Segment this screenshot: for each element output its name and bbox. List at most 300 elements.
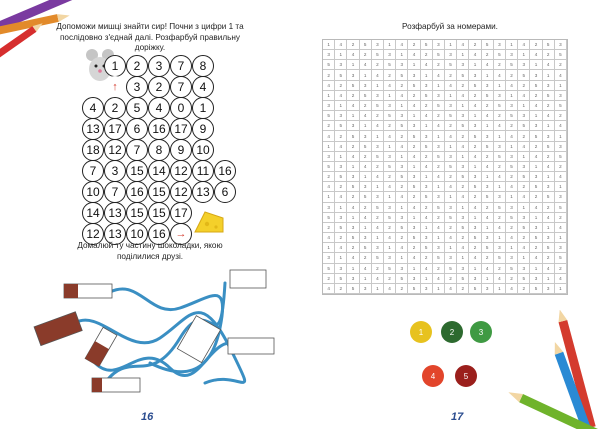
maze-cell[interactable]: 1 — [104, 55, 126, 77]
maze-cell[interactable]: 16 — [148, 118, 170, 140]
grid-cell[interactable]: 5 — [421, 40, 433, 50]
grid-cell[interactable]: 3 — [518, 60, 530, 70]
grid-cell[interactable]: 3 — [469, 172, 481, 182]
maze-cell[interactable]: 9 — [170, 139, 192, 161]
grid-cell[interactable]: 4 — [421, 111, 433, 121]
grid-cell[interactable]: 5 — [433, 50, 445, 60]
grid-cell[interactable]: 3 — [384, 50, 396, 60]
grid-cell[interactable]: 2 — [457, 284, 469, 294]
grid-cell[interactable]: 5 — [335, 70, 347, 80]
maze-cell[interactable]: 17 — [104, 118, 126, 140]
grid-cell[interactable]: 1 — [506, 142, 518, 152]
grid-cell[interactable]: 5 — [506, 264, 518, 274]
grid-cell[interactable]: 2 — [530, 243, 542, 253]
grid-cell[interactable]: 5 — [555, 50, 567, 60]
grid-cell[interactable]: 3 — [335, 111, 347, 121]
grid-cell[interactable]: 5 — [347, 233, 359, 243]
grid-cell[interactable]: 5 — [555, 101, 567, 111]
grid-cell[interactable]: 4 — [457, 192, 469, 202]
grid-cell[interactable]: 1 — [457, 50, 469, 60]
grid-cell[interactable]: 5 — [482, 40, 494, 50]
grid-cell[interactable]: 4 — [421, 264, 433, 274]
grid-cell[interactable]: 4 — [433, 223, 445, 233]
grid-cell[interactable]: 5 — [335, 274, 347, 284]
grid-cell[interactable]: 1 — [457, 101, 469, 111]
grid-cell[interactable]: 2 — [408, 91, 420, 101]
grid-cell[interactable]: 3 — [543, 182, 555, 192]
grid-cell[interactable]: 3 — [421, 182, 433, 192]
grid-cell[interactable]: 4 — [360, 162, 372, 172]
grid-cell[interactable]: 5 — [457, 70, 469, 80]
grid-cell[interactable]: 2 — [323, 121, 335, 131]
grid-cell[interactable]: 1 — [360, 223, 372, 233]
grid-cell[interactable]: 2 — [421, 253, 433, 263]
grid-cell[interactable]: 1 — [518, 152, 530, 162]
grid-cell[interactable]: 4 — [543, 60, 555, 70]
grid-cell[interactable]: 2 — [445, 172, 457, 182]
grid-cell[interactable]: 2 — [372, 162, 384, 172]
grid-cell[interactable]: 3 — [518, 213, 530, 223]
grid-cell[interactable]: 5 — [372, 253, 384, 263]
grid-cell[interactable]: 2 — [335, 233, 347, 243]
grid-cell[interactable]: 2 — [555, 111, 567, 121]
grid-cell[interactable]: 1 — [518, 50, 530, 60]
grid-cell[interactable]: 1 — [408, 60, 420, 70]
grid-cell[interactable]: 5 — [506, 111, 518, 121]
grid-cell[interactable]: 4 — [433, 70, 445, 80]
maze-cell[interactable]: 13 — [192, 181, 214, 203]
grid-cell[interactable]: 2 — [347, 91, 359, 101]
grid-cell[interactable]: 4 — [469, 50, 481, 60]
maze-cell[interactable]: 7 — [126, 139, 148, 161]
grid-cell[interactable]: 1 — [518, 203, 530, 213]
grid-cell[interactable]: 2 — [469, 192, 481, 202]
grid-cell[interactable]: 5 — [457, 223, 469, 233]
grid-cell[interactable]: 2 — [543, 101, 555, 111]
grid-cell[interactable]: 3 — [530, 223, 542, 233]
grid-cell[interactable]: 2 — [457, 182, 469, 192]
grid-cell[interactable]: 5 — [518, 223, 530, 233]
grid-cell[interactable]: 4 — [372, 70, 384, 80]
grid-cell[interactable]: 4 — [347, 203, 359, 213]
grid-cell[interactable]: 2 — [482, 253, 494, 263]
grid-cell[interactable]: 1 — [506, 40, 518, 50]
grid-cell[interactable]: 1 — [555, 233, 567, 243]
grid-cell[interactable]: 1 — [469, 213, 481, 223]
grid-cell[interactable]: 4 — [408, 50, 420, 60]
grid-cell[interactable]: 2 — [457, 81, 469, 91]
grid-cell[interactable]: 4 — [530, 50, 542, 60]
grid-cell[interactable]: 1 — [408, 162, 420, 172]
grid-cell[interactable]: 4 — [494, 274, 506, 284]
grid-cell[interactable]: 4 — [555, 274, 567, 284]
grid-cell[interactable]: 1 — [555, 81, 567, 91]
grid-cell[interactable]: 2 — [408, 192, 420, 202]
grid-cell[interactable]: 4 — [543, 111, 555, 121]
maze-cell[interactable]: 15 — [148, 181, 170, 203]
grid-cell[interactable]: 5 — [506, 213, 518, 223]
grid-cell[interactable]: 5 — [433, 152, 445, 162]
grid-cell[interactable]: 5 — [408, 131, 420, 141]
grid-cell[interactable]: 2 — [494, 162, 506, 172]
grid-cell[interactable]: 2 — [372, 213, 384, 223]
grid-cell[interactable]: 3 — [469, 223, 481, 233]
grid-cell[interactable]: 1 — [335, 253, 347, 263]
grid-cell[interactable]: 5 — [323, 60, 335, 70]
maze-cell[interactable]: 17 — [170, 202, 192, 224]
grid-cell[interactable]: 3 — [347, 172, 359, 182]
grid-cell[interactable]: 5 — [408, 233, 420, 243]
grid-cell[interactable]: 3 — [494, 40, 506, 50]
grid-cell[interactable]: 4 — [384, 131, 396, 141]
grid-cell[interactable]: 3 — [433, 91, 445, 101]
grid-cell[interactable]: 2 — [335, 284, 347, 294]
grid-cell[interactable]: 3 — [360, 182, 372, 192]
grid-cell[interactable]: 1 — [335, 152, 347, 162]
grid-cell[interactable]: 4 — [396, 142, 408, 152]
grid-cell[interactable]: 5 — [494, 253, 506, 263]
grid-cell[interactable]: 4 — [421, 60, 433, 70]
grid-cell[interactable]: 5 — [494, 50, 506, 60]
grid-cell[interactable]: 3 — [323, 50, 335, 60]
grid-cell[interactable]: 1 — [518, 101, 530, 111]
grid-cell[interactable]: 1 — [469, 162, 481, 172]
grid-cell[interactable]: 5 — [543, 243, 555, 253]
grid-cell[interactable]: 5 — [555, 253, 567, 263]
grid-cell[interactable]: 3 — [347, 223, 359, 233]
grid-cell[interactable]: 3 — [494, 192, 506, 202]
grid-cell[interactable]: 2 — [360, 50, 372, 60]
grid-cell[interactable]: 3 — [543, 233, 555, 243]
maze-cell[interactable]: 17 — [170, 118, 192, 140]
grid-cell[interactable]: 4 — [384, 284, 396, 294]
grid-cell[interactable]: 2 — [494, 213, 506, 223]
grid-cell[interactable]: 4 — [457, 40, 469, 50]
grid-cell[interactable]: 4 — [360, 213, 372, 223]
grid-cell[interactable]: 3 — [445, 50, 457, 60]
grid-cell[interactable]: 4 — [445, 131, 457, 141]
grid-cell[interactable]: 1 — [506, 91, 518, 101]
grid-cell[interactable]: 1 — [506, 243, 518, 253]
grid-cell[interactable]: 5 — [530, 81, 542, 91]
maze-cell[interactable]: 10 — [192, 139, 214, 161]
grid-cell[interactable]: 1 — [494, 233, 506, 243]
grid-cell[interactable]: 3 — [408, 172, 420, 182]
grid-cell[interactable]: 1 — [372, 182, 384, 192]
grid-cell[interactable]: 2 — [482, 101, 494, 111]
grid-cell[interactable]: 3 — [482, 81, 494, 91]
grid-cell[interactable]: 4 — [323, 284, 335, 294]
grid-cell[interactable]: 5 — [347, 131, 359, 141]
grid-cell[interactable]: 1 — [457, 152, 469, 162]
grid-cell[interactable]: 4 — [372, 121, 384, 131]
grid-cell[interactable]: 4 — [445, 233, 457, 243]
grid-cell[interactable]: 5 — [445, 264, 457, 274]
grid-cell[interactable]: 3 — [543, 284, 555, 294]
maze-cell[interactable]: 7 — [82, 160, 104, 182]
grid-cell[interactable]: 2 — [543, 253, 555, 263]
grid-cell[interactable]: 2 — [445, 121, 457, 131]
grid-cell[interactable]: 3 — [445, 203, 457, 213]
grid-cell[interactable]: 3 — [408, 223, 420, 233]
grid-cell[interactable]: 4 — [506, 233, 518, 243]
grid-cell[interactable]: 2 — [335, 182, 347, 192]
grid-cell[interactable]: 1 — [372, 284, 384, 294]
grid-cell[interactable]: 3 — [482, 284, 494, 294]
grid-cell[interactable]: 3 — [347, 70, 359, 80]
grid-cell[interactable]: 3 — [555, 192, 567, 202]
grid-cell[interactable]: 3 — [457, 111, 469, 121]
grid-cell[interactable]: 3 — [518, 162, 530, 172]
grid-cell[interactable]: 3 — [323, 203, 335, 213]
grid-cell[interactable]: 2 — [518, 182, 530, 192]
grid-cell[interactable]: 2 — [555, 162, 567, 172]
grid-cell[interactable]: 5 — [360, 40, 372, 50]
grid-cell[interactable]: 4 — [372, 172, 384, 182]
grid-cell[interactable]: 2 — [421, 50, 433, 60]
grid-cell[interactable]: 2 — [506, 172, 518, 182]
grid-cell[interactable]: 3 — [408, 274, 420, 284]
grid-cell[interactable]: 1 — [530, 162, 542, 172]
grid-cell[interactable]: 5 — [518, 172, 530, 182]
grid-cell[interactable]: 1 — [543, 274, 555, 284]
grid-cell[interactable]: 1 — [335, 203, 347, 213]
grid-cell[interactable]: 4 — [506, 284, 518, 294]
grid-cell[interactable]: 2 — [384, 70, 396, 80]
grid-cell[interactable]: 1 — [421, 223, 433, 233]
grid-cell[interactable]: 3 — [335, 162, 347, 172]
grid-cell[interactable]: 3 — [372, 142, 384, 152]
grid-cell[interactable]: 4 — [408, 101, 420, 111]
grid-cell[interactable]: 5 — [360, 91, 372, 101]
grid-cell[interactable]: 5 — [421, 243, 433, 253]
grid-cell[interactable]: 2 — [530, 91, 542, 101]
grid-cell[interactable]: 2 — [421, 152, 433, 162]
grid-cell[interactable]: 1 — [555, 182, 567, 192]
grid-cell[interactable]: 5 — [482, 142, 494, 152]
grid-cell[interactable]: 5 — [335, 172, 347, 182]
grid-cell[interactable]: 1 — [506, 192, 518, 202]
grid-cell[interactable]: 1 — [372, 233, 384, 243]
maze-cell[interactable]: 16 — [126, 181, 148, 203]
grid-cell[interactable]: 3 — [335, 264, 347, 274]
grid-cell[interactable]: 5 — [445, 111, 457, 121]
grid-cell[interactable]: 5 — [543, 91, 555, 101]
maze-cell[interactable]: 8 — [148, 139, 170, 161]
grid-cell[interactable]: 3 — [360, 233, 372, 243]
grid-cell[interactable]: 4 — [518, 142, 530, 152]
grid-cell[interactable]: 1 — [323, 142, 335, 152]
grid-cell[interactable]: 3 — [506, 50, 518, 60]
grid-cell[interactable]: 5 — [408, 182, 420, 192]
grid-cell[interactable]: 3 — [347, 274, 359, 284]
grid-cell[interactable]: 1 — [396, 101, 408, 111]
grid-cell[interactable]: 2 — [396, 131, 408, 141]
grid-cell[interactable]: 4 — [469, 253, 481, 263]
grid-cell[interactable]: 5 — [323, 111, 335, 121]
grid-cell[interactable]: 5 — [396, 223, 408, 233]
maze-cell[interactable]: 7 — [104, 181, 126, 203]
grid-cell[interactable]: 2 — [518, 284, 530, 294]
grid-cell[interactable]: 3 — [360, 81, 372, 91]
grid-cell[interactable]: 5 — [360, 192, 372, 202]
grid-cell[interactable]: 2 — [482, 50, 494, 60]
grid-cell[interactable]: 4 — [347, 101, 359, 111]
grid-cell[interactable]: 1 — [494, 81, 506, 91]
grid-cell[interactable]: 4 — [469, 203, 481, 213]
grid-cell[interactable]: 3 — [457, 162, 469, 172]
grid-cell[interactable]: 2 — [506, 70, 518, 80]
grid-cell[interactable]: 3 — [421, 131, 433, 141]
grid-cell[interactable]: 2 — [543, 50, 555, 60]
grid-cell[interactable]: 5 — [518, 70, 530, 80]
maze-cell[interactable]: 12 — [82, 223, 104, 245]
grid-cell[interactable]: 2 — [360, 101, 372, 111]
grid-cell[interactable]: 5 — [482, 192, 494, 202]
grid-cell[interactable]: 1 — [482, 172, 494, 182]
grid-cell[interactable]: 1 — [457, 253, 469, 263]
maze-cell[interactable]: 10 — [82, 181, 104, 203]
grid-cell[interactable]: 5 — [445, 162, 457, 172]
grid-cell[interactable]: 3 — [445, 152, 457, 162]
grid-cell[interactable]: 2 — [372, 264, 384, 274]
grid-cell[interactable]: 3 — [518, 264, 530, 274]
grid-cell[interactable]: 1 — [421, 172, 433, 182]
grid-cell[interactable]: 5 — [469, 284, 481, 294]
grid-cell[interactable]: 2 — [457, 131, 469, 141]
grid-cell[interactable]: 2 — [518, 131, 530, 141]
grid-cell[interactable]: 3 — [433, 192, 445, 202]
grid-cell[interactable]: 4 — [543, 162, 555, 172]
grid-cell[interactable]: 5 — [506, 60, 518, 70]
grid-cell[interactable]: 3 — [372, 192, 384, 202]
grid-cell[interactable]: 4 — [372, 274, 384, 284]
grid-cell[interactable]: 3 — [530, 70, 542, 80]
grid-cell[interactable]: 2 — [360, 152, 372, 162]
grid-cell[interactable]: 1 — [347, 213, 359, 223]
grid-cell[interactable]: 5 — [396, 172, 408, 182]
grid-cell[interactable]: 1 — [555, 131, 567, 141]
grid-cell[interactable]: 5 — [408, 81, 420, 91]
maze-cell[interactable]: 13 — [104, 202, 126, 224]
grid-cell[interactable]: 2 — [421, 101, 433, 111]
maze-cell[interactable]: 15 — [126, 160, 148, 182]
maze-cell[interactable]: 12 — [170, 181, 192, 203]
grid-cell[interactable]: 1 — [530, 264, 542, 274]
grid-cell[interactable]: 5 — [518, 274, 530, 284]
grid-cell[interactable]: 1 — [433, 182, 445, 192]
grid-cell[interactable]: 4 — [335, 192, 347, 202]
maze-cell[interactable]: 3 — [104, 160, 126, 182]
grid-cell[interactable]: 3 — [384, 152, 396, 162]
grid-cell[interactable]: 5 — [421, 142, 433, 152]
maze-cell[interactable]: 2 — [126, 55, 148, 77]
grid-cell[interactable]: 3 — [494, 142, 506, 152]
maze-cell[interactable]: 13 — [82, 118, 104, 140]
grid-cell[interactable]: 3 — [433, 243, 445, 253]
grid-cell[interactable]: 1 — [457, 203, 469, 213]
grid-cell[interactable]: 4 — [494, 172, 506, 182]
grid-cell[interactable]: 3 — [482, 182, 494, 192]
grid-cell[interactable]: 5 — [445, 213, 457, 223]
grid-cell[interactable]: 4 — [506, 182, 518, 192]
grid-cell[interactable]: 3 — [433, 142, 445, 152]
grid-cell[interactable]: 5 — [530, 182, 542, 192]
maze-cell[interactable]: 7 — [170, 55, 192, 77]
grid-cell[interactable]: 5 — [494, 101, 506, 111]
grid-cell[interactable]: 5 — [347, 284, 359, 294]
grid-cell[interactable]: 5 — [457, 121, 469, 131]
grid-cell[interactable]: 2 — [530, 142, 542, 152]
grid-cell[interactable]: 4 — [555, 172, 567, 182]
grid-cell[interactable]: 2 — [530, 192, 542, 202]
grid-cell[interactable]: 4 — [408, 152, 420, 162]
grid-cell[interactable]: 1 — [445, 192, 457, 202]
grid-cell[interactable]: 4 — [347, 50, 359, 60]
grid-cell[interactable]: 2 — [543, 152, 555, 162]
grid-cell[interactable]: 5 — [360, 142, 372, 152]
grid-cell[interactable]: 5 — [323, 162, 335, 172]
grid-cell[interactable]: 5 — [372, 203, 384, 213]
grid-cell[interactable]: 4 — [396, 40, 408, 50]
grid-cell[interactable]: 3 — [323, 253, 335, 263]
grid-cell[interactable]: 4 — [384, 182, 396, 192]
grid-cell[interactable]: 1 — [543, 70, 555, 80]
maze-cell[interactable]: 16 — [148, 223, 170, 245]
grid-cell[interactable]: 3 — [396, 162, 408, 172]
grid-cell[interactable]: 3 — [482, 233, 494, 243]
grid-cell[interactable]: 5 — [518, 121, 530, 131]
grid-cell[interactable]: 4 — [482, 264, 494, 274]
grid-cell[interactable]: 2 — [469, 40, 481, 50]
grid-cell[interactable]: 3 — [506, 203, 518, 213]
grid-cell[interactable]: 1 — [530, 111, 542, 121]
grid-cell[interactable]: 4 — [372, 223, 384, 233]
maze-cell[interactable]: 4 — [82, 97, 104, 119]
grid-cell[interactable]: 5 — [530, 233, 542, 243]
grid-cell[interactable]: 3 — [530, 121, 542, 131]
grid-cell[interactable]: 1 — [360, 121, 372, 131]
grid-cell[interactable]: 3 — [506, 152, 518, 162]
grid-cell[interactable]: 3 — [445, 253, 457, 263]
grid-cell[interactable]: 4 — [384, 233, 396, 243]
grid-cell[interactable]: 5 — [347, 182, 359, 192]
grid-cell[interactable]: 1 — [347, 264, 359, 274]
grid-cell[interactable]: 3 — [372, 40, 384, 50]
grid-cell[interactable]: 4 — [543, 264, 555, 274]
grid-cell[interactable]: 1 — [384, 243, 396, 253]
grid-cell[interactable]: 1 — [494, 284, 506, 294]
color-by-number-grid[interactable] — [322, 39, 568, 295]
grid-cell[interactable]: 1 — [360, 172, 372, 182]
grid-cell[interactable]: 3 — [555, 40, 567, 50]
grid-cell[interactable]: 2 — [469, 91, 481, 101]
grid-cell[interactable]: 1 — [408, 264, 420, 274]
grid-cell[interactable]: 1 — [396, 203, 408, 213]
grid-cell[interactable]: 2 — [506, 223, 518, 233]
grid-cell[interactable]: 3 — [457, 264, 469, 274]
grid-cell[interactable]: 4 — [335, 40, 347, 50]
grid-cell[interactable]: 3 — [518, 111, 530, 121]
grid-cell[interactable]: 3 — [457, 213, 469, 223]
grid-cell[interactable]: 3 — [396, 60, 408, 70]
grid-cell[interactable]: 2 — [543, 203, 555, 213]
grid-cell[interactable]: 1 — [421, 70, 433, 80]
grid-cell[interactable]: 4 — [323, 131, 335, 141]
grid-cell[interactable]: 2 — [433, 213, 445, 223]
grid-cell[interactable]: 3 — [555, 91, 567, 101]
grid-cell[interactable]: 3 — [555, 243, 567, 253]
